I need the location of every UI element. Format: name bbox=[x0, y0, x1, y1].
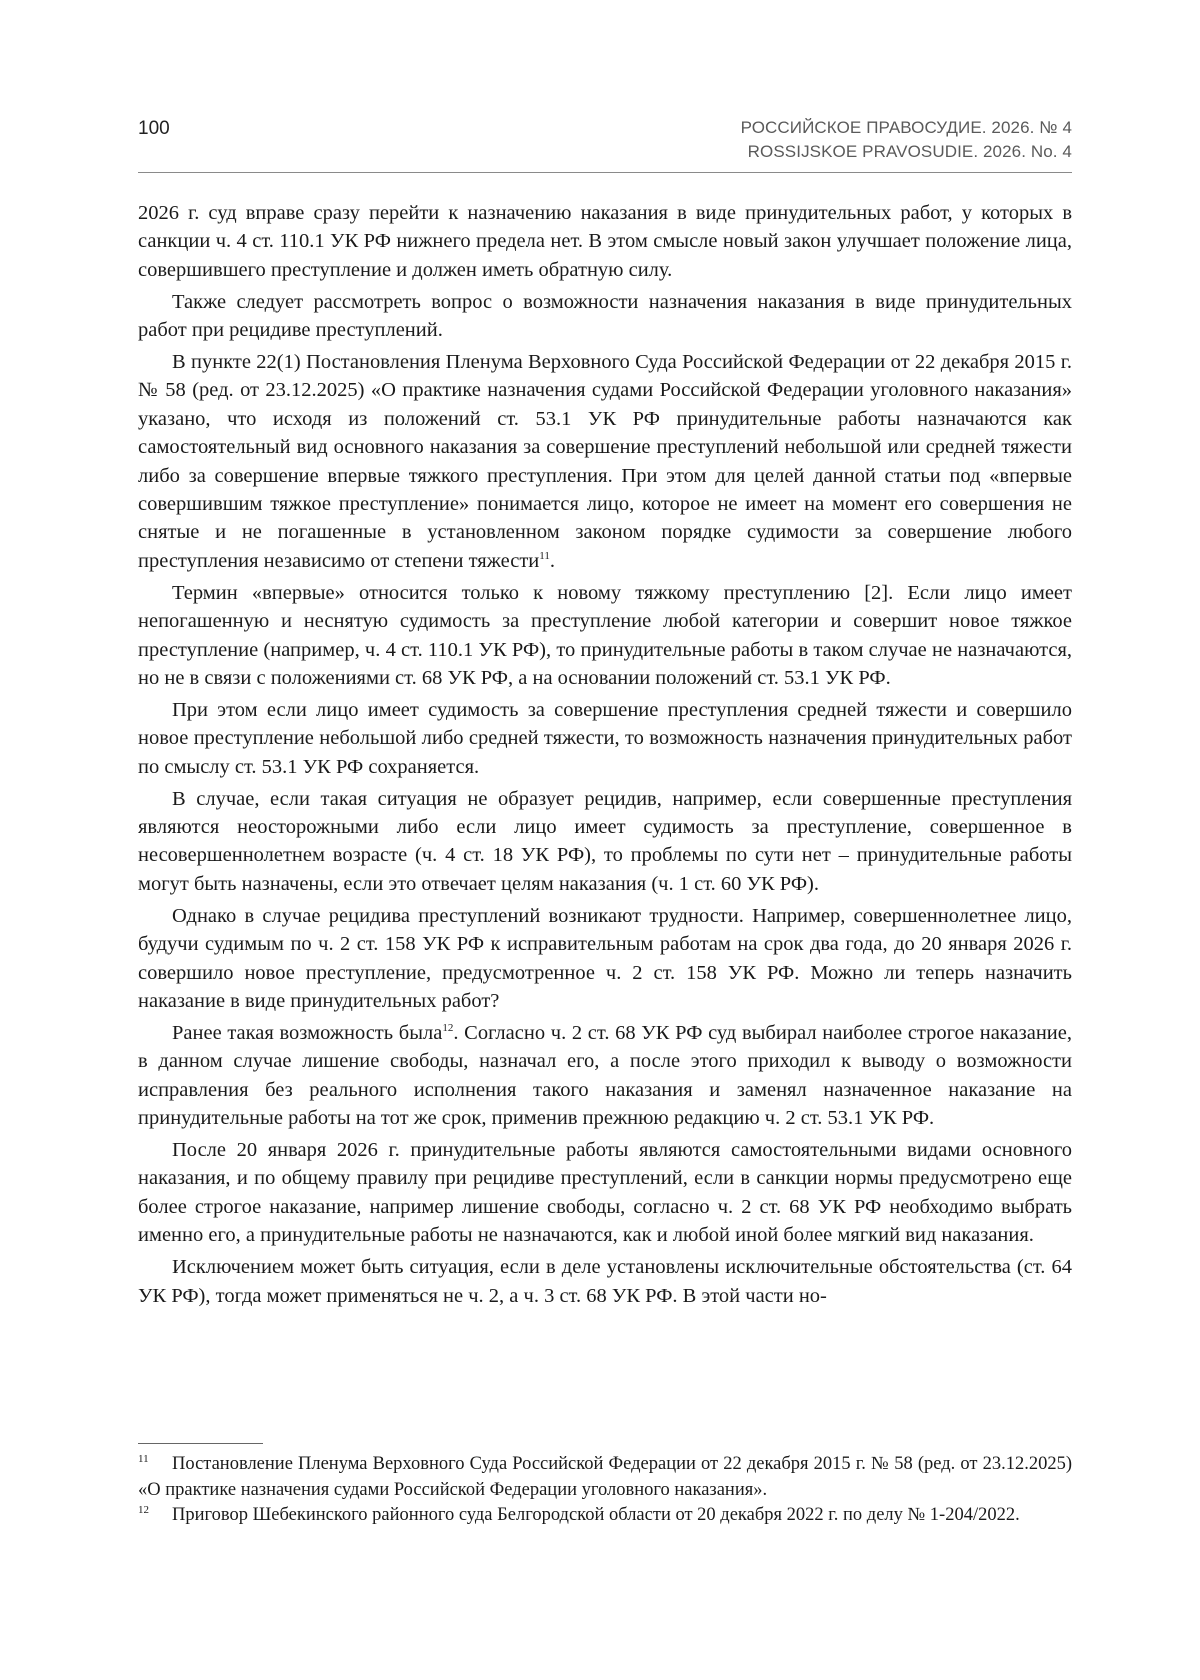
journal-title-ru: РОССИЙСКОЕ ПРАВОСУДИЕ. 2026. № 4 bbox=[740, 118, 1072, 137]
journal-title bbox=[741, 116, 1072, 164]
footnote-ref[interactable]: 11 bbox=[539, 549, 550, 562]
paragraph: После 20 января 2026 г. принудительные работы являются самостоятельными видами основного наказания, и по общему правилу при рецидиве преступлений, если в санкции нормы предусмотрено еще более строгое наказание, например лишение свободы, согласно ч. 2 ст. 68 УК РФ необходимо выбрать именно его, а принудительные работы не назначаются, как и любой иной более мягкий вид наказания. bbox=[138, 1139, 1072, 1247]
footnote-text: Приговор Шебекинского районного суда Белгородской области от 20 декабря 2022 г. по делу № 1-204/2022. bbox=[172, 1505, 1020, 1525]
footnote-item: 11 Постановление Пленума Верховного Суда Российской Федерации от 22 декабря 2015 г. № 58 (ред. от 23.12.2025) «О практике назначения судами Российской Федерации уголовного наказания». bbox=[138, 1453, 1072, 1500]
paragraph: 2026 г. суд вправе сразу перейти к назначению наказания в виде принудительных работ, у которых в санкции ч. 4 ст. 110.1 УК РФ нижнего предела нет. В этом смысле новый закон улучшает положение лица, совершившего преступление и должен иметь обратную силу. bbox=[138, 202, 1072, 281]
paragraph: Также следует рассмотреть вопрос о возможности назначения наказания в виде принудительных работ при рецидиве преступлений. bbox=[138, 290, 1072, 342]
footnotes bbox=[138, 1452, 1072, 1529]
paragraph: Термин «впервые» относится только к новому тяжкому преступлению [2]. Если лицо имеет непогашенную и неснятую судимость за преступление любой категории и совершит новое тяжкое преступление (например, ч. 4 ст. 110.1 УК РФ), то принудительные работы в таком случае не назначаются, но не в связи с положениями ст. 68 УК РФ, а на основании положений ст. 53.1 УК РФ. bbox=[138, 581, 1072, 689]
footnote-ref[interactable]: 12 bbox=[442, 1021, 454, 1034]
article-body bbox=[138, 199, 1072, 1313]
paragraph: Исключением может быть ситуация, если в деле установлены исключительные обстоятельства (ст. 64 УК РФ), тогда может применяться не ч. 2, а ч. 3 ст. 68 УК РФ. В этой части но- bbox=[138, 1256, 1072, 1307]
footnote-divider bbox=[138, 1443, 263, 1444]
header-divider bbox=[138, 172, 1072, 173]
page-header bbox=[138, 112, 1072, 170]
footnote-item: 12 Приговор Шебекинского районного суда Белгородской области от 20 декабря 2022 г. по делу № 1-204/2022. bbox=[138, 1504, 1020, 1525]
paragraph: При этом если лицо имеет судимость за совершение преступления средней тяжести и совершило новое преступление небольшой либо средней тяжести, то возможность назначения принудительных работ по смыслу ст. 53.1 УК РФ сохраняется. bbox=[138, 698, 1072, 778]
paragraph: В случае, если такая ситуация не образует рецидив, например, если совершенные преступления являются неосторожными либо если лицо имеет судимость за преступление, совершенное в несовершеннолетнем возрасте (ч. 4 ст. 18 УК РФ), то проблемы по сути нет – принудительные работы могут быть назначены, если это отвечает целям наказания (ч. 1 ст. 60 УК РФ). bbox=[138, 787, 1072, 895]
page-number: 100 bbox=[138, 118, 170, 139]
journal-title-en: ROSSIJSKOE PRAVOSUDIE. 2026. No. 4 bbox=[747, 142, 1072, 161]
paragraph: В пункте 22(1) Постановления Пленума Верховного Суда Российской Федерации от 22 декабря 2015 г. № 58 (ред. от 23.12.2025) «О практике назначения судами Российской Федерации уголовного наказания» указано, что исходя из положений ст. 53.1 УК РФ принудительные работы назначаются как самостоятельный вид основного наказания за совершение преступлений небольшой или средней тяжести либо за совершение впервые тяжкого преступления. При этом для целей данной статьи под «впервые совершившим тяжкое преступление» понимается лицо, которое не имеет на момент его совершения не снятые и не погашенные в установленном законом порядке судимости за совершение любого преступления независимо от степени тяжести$^{11}$. bbox=[138, 351, 1072, 572]
paragraph: Однако в случае рецидива преступлений возникают трудности. Например, совершеннолетнее лицо, будучи судимым по ч. 2 ст. 158 УК РФ к исправительным работам на срок два года, до 20 января 2026 г. совершило новое преступление, предусмотренное ч. 2 ст. 158 УК РФ. Можно ли теперь назначить наказание в виде принудительных работ? bbox=[138, 904, 1072, 1012]
paragraph: Ранее такая возможность была$^{12}$. Согласно ч. 2 ст. 68 УК РФ суд выбирал наиболее строгое наказание, в данном случае лишение свободы, назначал его, а после этого приходил к выводу о возможности исправления без реального исполнения такого наказания и заменял назначенное наказание на принудительные работы на тот же срок, применив прежнюю редакцию ч. 2 ст. 53.1 УК РФ. bbox=[138, 1021, 1072, 1130]
footnote-text: Постановление Пленума Верховного Суда Российской Федерации от 22 декабря 2015 г. № 58 (ред. от 23.12.2025) «О практике назначения судами Российской Федерации уголовного наказания». bbox=[138, 1454, 1072, 1500]
